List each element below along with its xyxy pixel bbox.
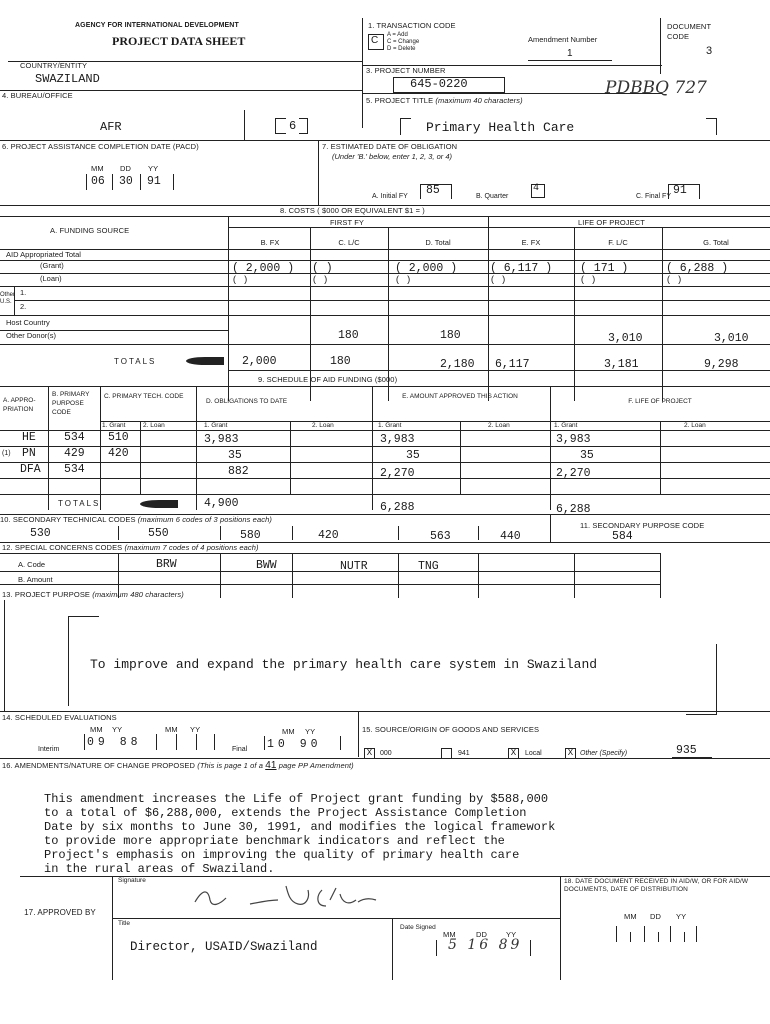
source-000-checkbox[interactable]: X xyxy=(364,748,375,759)
sched-purpose: 429 xyxy=(64,447,85,460)
costs-title: 8. COSTS ( $000 OR EQUIVALENT $1 = ) xyxy=(280,206,425,215)
sec-tech-code: 563 xyxy=(430,530,451,543)
eval-mm-label: MM xyxy=(165,725,178,734)
life-loan-label: 2. Loan xyxy=(684,422,706,429)
source-label: 15. SOURCE/ORIGIN OF GOODS AND SERVICES xyxy=(362,725,540,734)
cost-row-label: (Loan) xyxy=(40,274,62,283)
amendment-line: This amendment increases the Life of Project grant funding by $588,000 xyxy=(44,792,549,806)
final-evaluation: 10 90 xyxy=(267,738,322,751)
sched-purpose: 534 xyxy=(64,431,85,444)
interim-label: Interim xyxy=(38,746,60,753)
signature-label: Signature xyxy=(118,877,146,884)
cost-total: 6,117 xyxy=(495,358,530,371)
transaction-option-c: C = Change xyxy=(387,39,420,45)
amendment-line: to provide more appropriate benchmark indicators and reflect the xyxy=(44,834,505,848)
cost-total: 2,180 xyxy=(440,358,475,371)
date-signed-label: Date Signed xyxy=(400,924,436,931)
sched-oblig: 882 xyxy=(228,465,249,478)
cost-total: 180 xyxy=(330,355,351,368)
initial-fy: 85 xyxy=(426,184,440,197)
col-primary-purpose: B. PRIMARY PURPOSE CODE xyxy=(52,391,90,416)
cost-cell: ( 2,000 ) xyxy=(232,262,295,275)
project-purpose-text: To improve and expand the primary health care system in Swaziland xyxy=(90,657,598,672)
document-code-label: DOCUMENT CODE xyxy=(667,22,712,41)
agency-name: AGENCY FOR INTERNATIONAL DEVELOPMENT xyxy=(75,22,239,29)
funding-source-label: A. FUNDING SOURCE xyxy=(50,226,130,235)
sched-totals-label: TOTALS xyxy=(58,499,101,508)
source-option: 000 xyxy=(380,750,392,757)
sched-approp: HE xyxy=(22,431,36,444)
sched-life: 35 xyxy=(580,449,594,462)
cost-totals-label: TOTALS xyxy=(114,357,157,366)
col-c-lc: C. L/C xyxy=(338,238,360,247)
col-appropriation: A. APPRO-PRIATION xyxy=(3,397,36,413)
final-fy: 91 xyxy=(673,184,687,197)
secondary-tech-label: 10. SECONDARY TECHNICAL CODES (maximum 6 codes of 3 positions each) xyxy=(0,515,272,524)
secondary-purpose-label: 11. SECONDARY PURPOSE CODE xyxy=(580,521,705,530)
project-number-value: 645-0220 xyxy=(410,77,468,91)
special-code: NUTR xyxy=(340,560,368,573)
col-primary-tech: C. PRIMARY TECH. CODE xyxy=(104,393,184,400)
schedule-title: 9. SCHEDULE OF AID FUNDING ($000) xyxy=(258,375,398,384)
col-e-fx: E. FX xyxy=(521,238,541,247)
evaluations-label: 14. SCHEDULED EVALUATIONS xyxy=(2,713,117,722)
transaction-code-label: 1. TRANSACTION CODE xyxy=(368,21,456,30)
life-grant-label: 1. Grant xyxy=(554,422,578,429)
eval-yy-label: YY xyxy=(112,725,123,734)
pacd-yy: 91 xyxy=(147,175,161,188)
secondary-purpose-value: 584 xyxy=(612,530,633,543)
source-option: Other (Specify) xyxy=(580,750,628,757)
sched-purpose: 534 xyxy=(64,463,85,476)
transaction-option-d: D = Delete xyxy=(387,46,416,52)
cost-cell: 3,010 xyxy=(608,332,643,345)
amendment-number-label: Amendment Number xyxy=(528,35,598,44)
amendment-number-value: 1 xyxy=(567,48,573,59)
sched-life: 2,270 xyxy=(556,467,591,480)
sched-total-oblig: 4,900 xyxy=(204,497,239,510)
cost-total: 9,298 xyxy=(704,358,739,371)
received-yy-label: YY xyxy=(676,912,687,921)
source-other-value: 935 xyxy=(676,744,697,757)
sched-oblig: 35 xyxy=(228,449,242,462)
source-option: Local xyxy=(525,750,542,757)
source-option: 941 xyxy=(458,750,470,757)
country-value: SWAZILAND xyxy=(35,72,100,86)
cost-cell: 3,010 xyxy=(714,332,749,345)
col-approved: E. AMOUNT APPROVED THIS ACTION xyxy=(402,393,518,400)
sched-approp: DFA xyxy=(20,463,41,476)
obligation-label: 7. ESTIMATED DATE OF OBLIGATION xyxy=(322,142,458,151)
amendments-label: 16. AMENDMENTS/NATURE OF CHANGE PROPOSED (This is page 1 of a 41 page PP Amendment) xyxy=(2,760,354,771)
cost-row-label: Other Donor(s) xyxy=(6,331,57,340)
col-f-lc: F. L/C xyxy=(608,238,628,247)
date-signed-mm-label: MM xyxy=(443,930,456,939)
project-purpose-label: 13. PROJECT PURPOSE (maximum 480 characters) xyxy=(2,590,184,599)
eval-yy-label: YY xyxy=(190,725,201,734)
pacd-mm-label: MM xyxy=(91,164,104,173)
date-signed-value: 5 16 89 xyxy=(448,937,523,953)
sched-tech: 420 xyxy=(108,447,129,460)
col-g-total: G. Total xyxy=(703,238,729,247)
cost-row-label: 1. xyxy=(20,288,27,297)
cost-row-label: AID Appropriated Total xyxy=(6,250,81,259)
tech-loan-label: 2. Loan xyxy=(143,422,165,429)
title-label: Title xyxy=(118,920,131,927)
sec-tech-code: 420 xyxy=(318,529,339,542)
other-us-label: Other U.S. xyxy=(0,292,16,305)
cost-row-label: Host Country xyxy=(6,318,50,327)
document-code-value: 3 xyxy=(706,45,713,57)
eval-mm-label: MM xyxy=(282,727,295,736)
cost-cell: ( 171 ) xyxy=(580,262,629,275)
sched-total-life: 6,288 xyxy=(556,503,591,516)
life-of-project-label: LIFE OF PROJECT xyxy=(578,218,645,227)
col-b-fx: B. FX xyxy=(260,238,280,247)
cost-cell: ( ) xyxy=(580,275,597,285)
approver-title: Director, USAID/Swaziland xyxy=(130,940,318,954)
interim-evaluation-1: 09 88 xyxy=(87,736,142,749)
cost-row-label: 2. xyxy=(20,302,27,311)
country-label: COUNTRY/ENTITY xyxy=(20,61,88,70)
pointer-arrow-icon xyxy=(140,500,178,508)
cost-cell: ( 6,117 ) xyxy=(490,262,553,275)
cost-cell: ( 6,288 ) xyxy=(666,262,729,275)
date-signed-yy-label: YY xyxy=(506,930,517,939)
transaction-code-value: C xyxy=(371,35,379,46)
pacd-dd-label: DD xyxy=(120,164,132,173)
obligation-hint: (Under 'B.' below, enter 1, 2, 3, or 4) xyxy=(332,152,453,161)
bureau-label: 4. BUREAU/OFFICE xyxy=(2,91,73,100)
sched-approved: 3,983 xyxy=(380,433,415,446)
sec-tech-code: 530 xyxy=(30,527,51,540)
quarter-label: B. Quarter xyxy=(476,193,509,200)
received-mm-label: MM xyxy=(624,912,637,921)
oblig-grant-label: 1. Grant xyxy=(204,422,228,429)
first-fy-label: FIRST FY xyxy=(330,218,364,227)
col-life-of-project: F. LIFE OF PROJECT xyxy=(628,398,692,405)
row-marker: (1) xyxy=(2,450,11,457)
project-title-label: 5. PROJECT TITLE (maximum 40 characters) xyxy=(366,96,523,105)
eval-mm-label: MM xyxy=(90,725,103,734)
approved-loan-label: 2. Loan xyxy=(488,422,510,429)
cost-cell: ( 2,000 ) xyxy=(395,262,458,275)
cost-cell: ( ) xyxy=(395,275,412,285)
cost-total: 3,181 xyxy=(604,358,639,371)
amendment-line: to a total of $6,288,000, extends the Project Assistance Completion xyxy=(44,806,527,820)
final-fy-label: C. Final FY xyxy=(636,193,672,200)
source-local-checkbox[interactable]: X xyxy=(508,748,519,759)
tech-grant-label: 1. Grant xyxy=(102,422,126,429)
final-label: Final xyxy=(232,746,248,753)
sched-oblig: 3,983 xyxy=(204,433,239,446)
eval-yy-label: YY xyxy=(305,727,316,736)
special-concerns-label: 12. SPECIAL CONCERNS CODES (maximum 7 codes of 4 positions each) xyxy=(2,543,259,552)
signature-image xyxy=(190,880,380,917)
initial-fy-label: A. Initial FY xyxy=(372,193,408,200)
amendment-line: Project's emphasis on improving the quality of primary health care xyxy=(44,848,520,862)
cost-cell: ( ) xyxy=(312,262,333,275)
project-title-value: Primary Health Care xyxy=(426,120,575,135)
special-code-label: A. Code xyxy=(18,560,46,569)
bureau-code-value: 6 xyxy=(289,119,297,133)
bureau-code-bracket xyxy=(275,118,286,134)
approved-grant-label: 1. Grant xyxy=(378,422,402,429)
project-number-label: 3. PROJECT NUMBER xyxy=(366,66,446,75)
sched-life: 3,983 xyxy=(556,433,591,446)
sched-approved: 35 xyxy=(406,449,420,462)
project-number-stamp: PDBBQ 727 xyxy=(605,78,707,98)
sched-tech: 510 xyxy=(108,431,129,444)
pacd-yy-label: YY xyxy=(148,164,159,173)
cost-total: 2,000 xyxy=(242,355,277,368)
cost-cell: ( ) xyxy=(490,275,507,285)
col-obligations: D. OBLIGATIONS TO DATE xyxy=(206,398,288,405)
cost-cell: ( ) xyxy=(666,275,683,285)
sec-tech-code: 440 xyxy=(500,530,521,543)
cost-row-label: (Grant) xyxy=(40,261,64,270)
approved-by-label: 17. APPROVED BY xyxy=(24,908,96,917)
received-dd-label: DD xyxy=(650,912,662,921)
source-other-checkbox[interactable]: X xyxy=(565,748,576,759)
form-title: PROJECT DATA SHEET xyxy=(112,34,246,48)
sched-approp: PN xyxy=(22,447,36,460)
sched-total-approved: 6,288 xyxy=(380,501,415,514)
cost-cell: 180 xyxy=(338,329,359,342)
bureau-value: AFR xyxy=(100,120,122,134)
amendment-line: Date by six months to June 30, 1991, and modifies the logical framework xyxy=(44,820,556,834)
special-code: BRW xyxy=(156,558,177,571)
special-amount-label: B. Amount xyxy=(18,575,53,584)
cost-cell: 180 xyxy=(440,329,461,342)
sec-tech-code: 580 xyxy=(240,529,261,542)
sec-tech-code: 550 xyxy=(148,527,169,540)
pointer-arrow-icon xyxy=(186,357,224,365)
pacd-mm: 06 xyxy=(91,175,105,188)
transaction-option-a: A = Add xyxy=(387,32,408,38)
date-received-label: 18. DATE DOCUMENT RECEIVED IN AID/W, OR FOR AID/W DOCUMENTS, DATE OF DISTRIBUTION xyxy=(564,878,749,893)
quarter: 4 xyxy=(533,183,540,194)
oblig-loan-label: 2. Loan xyxy=(312,422,334,429)
special-code: TNG xyxy=(418,560,439,573)
cost-cell: ( ) xyxy=(232,275,249,285)
pacd-label: 6. PROJECT ASSISTANCE COMPLETION DATE (PACD) xyxy=(2,142,199,151)
col-d-total: D. Total xyxy=(425,238,451,247)
cost-cell: ( ) xyxy=(312,275,329,285)
pacd-dd: 30 xyxy=(119,175,133,188)
sched-approved: 2,270 xyxy=(380,467,415,480)
amendment-line: in the rural areas of Swaziland. xyxy=(44,862,275,876)
special-code: BWW xyxy=(256,559,277,572)
date-signed-dd-label: DD xyxy=(476,930,488,939)
